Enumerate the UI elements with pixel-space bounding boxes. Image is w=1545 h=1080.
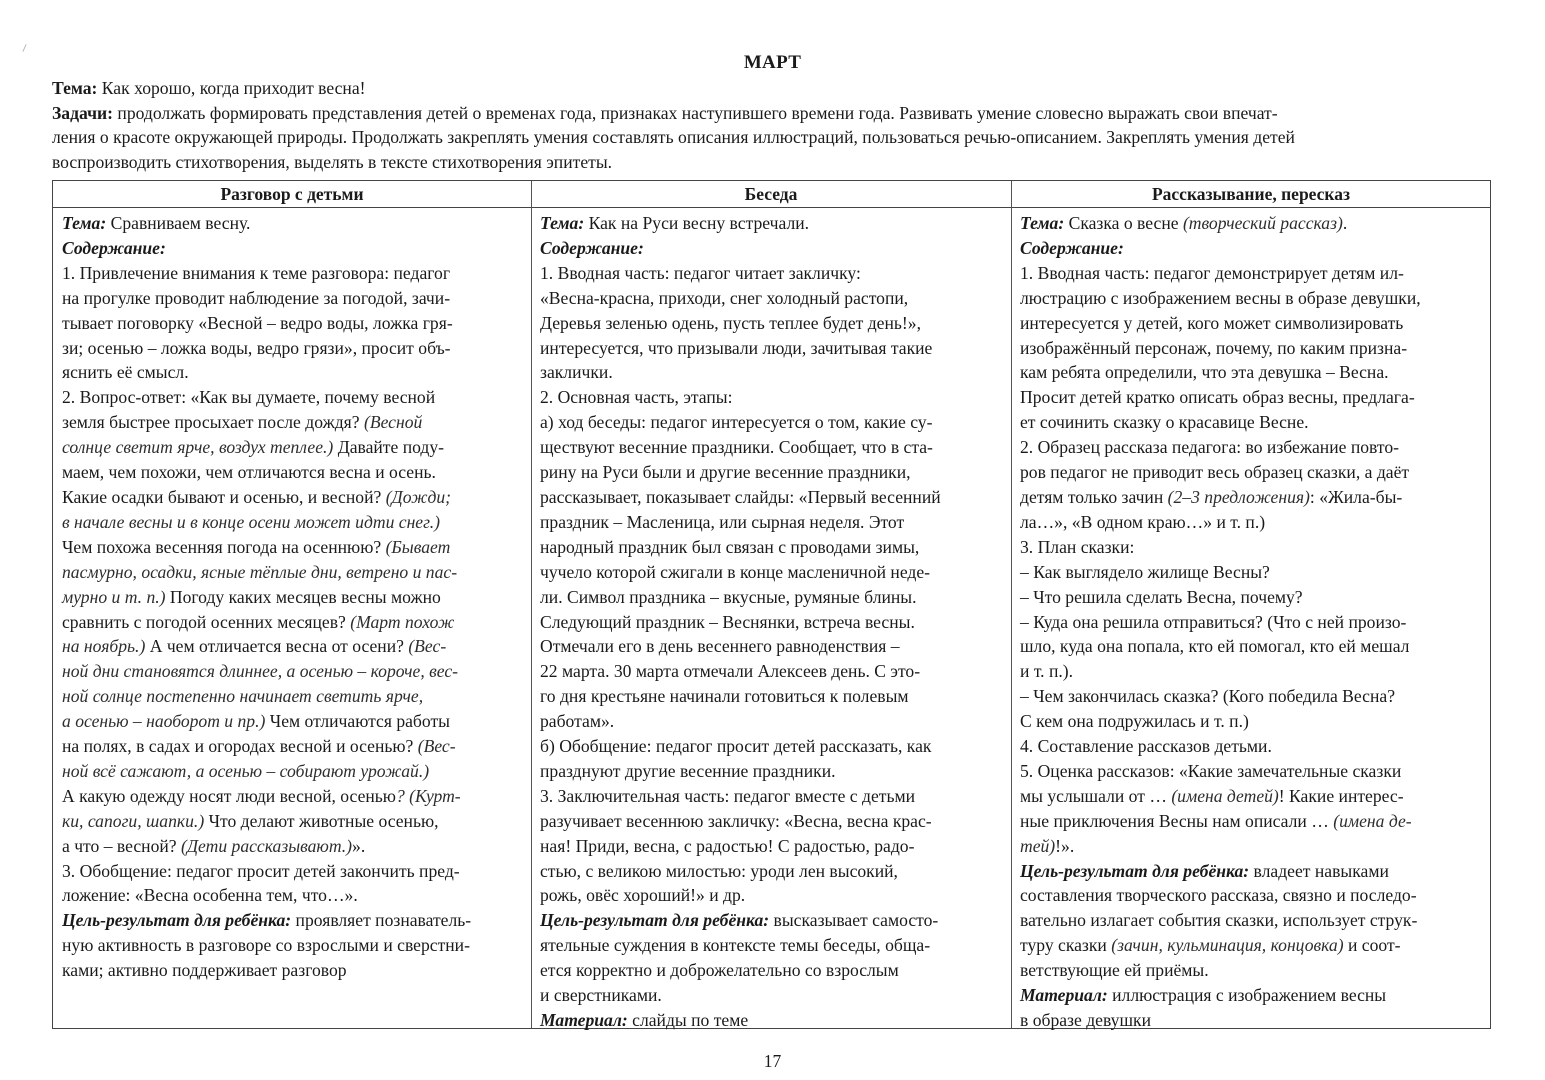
page-number: 17	[763, 1051, 782, 1071]
text-run: Давайте поду-	[333, 437, 445, 458]
text-run: ную активность в разговоре со взрослыми и сверстни-	[62, 935, 470, 956]
text-run: ».	[352, 835, 366, 856]
italic-note: (творческий рассказ)	[1182, 213, 1343, 233]
cell-text-line	[62, 784, 531, 809]
cell-text-line	[1020, 659, 1491, 684]
text-run: и сверстниками.	[540, 985, 662, 1006]
text-run: Следующий праздник – Веснянки, встреча весны.	[540, 611, 915, 632]
cell-text-line	[1020, 1008, 1491, 1033]
cell-text-line	[62, 958, 531, 983]
cell-text-line	[62, 385, 531, 410]
cell-text-line	[1020, 261, 1491, 286]
cell-text-line	[62, 211, 531, 236]
text-run: на прогулке проводит наблюдение за погодой, зачи-	[62, 287, 451, 308]
cell-text-line	[540, 809, 1011, 834]
cell-text-line	[1020, 859, 1491, 884]
text-run: ла…», «В одном краю…» и т. п.)	[1020, 511, 1266, 532]
cell-text-line	[1020, 784, 1491, 809]
cell-text-line	[540, 734, 1011, 759]
text-run: б) Обобщение: педагог просит детей рассказать, как	[540, 736, 932, 757]
cell-text-line	[62, 560, 531, 585]
cell-text-line	[62, 286, 531, 311]
text-run: маем, чем похожи, чем отличаются весна и осень.	[62, 462, 436, 483]
cell-text-line	[540, 709, 1011, 734]
cell-text-line	[1020, 585, 1491, 610]
text-run: изображённый персонаж, почему, по каким призна-	[1020, 337, 1408, 358]
text-run: ками; активно поддерживает разговор	[62, 960, 347, 981]
text-run: – Как выглядело жилище Весны?	[1020, 561, 1270, 582]
cell-text-line	[62, 634, 531, 659]
cell-text-line	[540, 634, 1011, 659]
text-run: праздник – Масленица, или сырная неделя. Этот	[540, 511, 905, 532]
cell-text-line	[62, 883, 531, 908]
italic-note: (Весной	[363, 412, 423, 433]
section-label: Цель-результат для ребёнка:	[540, 910, 770, 931]
text-run: иллюстрация с изображением весны	[1107, 985, 1387, 1006]
text-run: а что – весной?	[62, 835, 181, 856]
text-run: 2. Образец рассказа педагога: во избежание повто-	[1020, 437, 1400, 458]
text-run: Деревья зеленью одень, пусть теплее будет день!»,	[540, 312, 921, 333]
intro-tasks-line	[52, 101, 1497, 126]
cell-text-line	[62, 859, 531, 884]
italic-note: (Дожди;	[385, 486, 452, 507]
cell-text-line	[1020, 933, 1491, 958]
cell-text-line	[540, 958, 1011, 983]
cell-text-line	[540, 236, 1011, 261]
text-run: чучело которой сжигали в конце масленичной неде-	[540, 561, 931, 582]
text-run: составления творческого рассказа, связно и последо-	[1020, 885, 1417, 906]
cell-text-line	[62, 435, 531, 460]
text-run: 3. План сказки:	[1020, 536, 1135, 557]
text-run: разучивает весеннюю закличку: «Весна, весна крас-	[540, 810, 932, 831]
text-run: мы услышали от …	[1020, 785, 1172, 806]
text-run: 2. Вопрос-ответ: «Как вы думаете, почему весной	[62, 387, 436, 408]
text-run: го дня крестьяне начинали готовиться к полевым	[540, 686, 909, 707]
italic-note: тей)	[1020, 835, 1056, 856]
italic-note: ной солнце постепенно начинает светить ярче,	[62, 686, 424, 707]
italic-note: пасмурно, осадки, ясные тёплые дни, ветрено и пас-	[62, 561, 458, 582]
cell-text-line	[1020, 883, 1491, 908]
cell-text-line	[1020, 734, 1491, 759]
italic-note: (имена детей)	[1171, 785, 1279, 806]
cell-text-line	[62, 834, 531, 859]
text-run: !».	[1055, 835, 1075, 856]
cell-text-line	[540, 286, 1011, 311]
cell-text-line	[62, 535, 531, 560]
cell-text-line	[62, 734, 531, 759]
cell-text-line	[62, 933, 531, 958]
text-run: детям только зачин	[1020, 486, 1168, 507]
cell-text-line	[540, 485, 1011, 510]
cell-text-line	[540, 560, 1011, 585]
tasks-label: Задачи:	[52, 102, 113, 123]
text-run: 2. Основная часть, этапы:	[540, 387, 733, 408]
cell-text-line	[540, 908, 1011, 933]
text-run: : «Жила-бы-	[1309, 486, 1403, 507]
italic-note: (2–3 предложения)	[1167, 486, 1310, 507]
cell-text-line	[62, 410, 531, 435]
section-label: Содержание:	[62, 237, 166, 258]
cell-text-line	[62, 759, 531, 784]
cell-text-line	[1020, 560, 1491, 585]
text-run: .	[1342, 213, 1348, 233]
cell-text-line	[1020, 958, 1491, 983]
text-run: А какую одежду носят люди весной, осенью	[62, 785, 396, 806]
cell-text-line	[540, 585, 1011, 610]
cell-discussion	[531, 208, 1011, 1028]
text-run: празднуют другие весенние праздники.	[540, 760, 836, 781]
text-run: ет сочинить сказку о красавице Весне.	[1020, 412, 1309, 433]
text-run: 1. Вводная часть: педагог демонстрирует детям ил-	[1020, 262, 1404, 283]
topic-label: Тема:	[52, 78, 98, 98]
section-label: Материал:	[1020, 985, 1108, 1006]
italic-note: ной всё сажают, а осенью – собирают урожай.)	[62, 760, 430, 781]
cell-text-line	[1020, 460, 1491, 485]
text-run: народный праздник был связан с проводами зимы,	[540, 536, 920, 557]
cell-text-line	[62, 311, 531, 336]
column-header-storytelling: Рассказывание, пересказ	[1151, 184, 1351, 204]
text-run: зи; осенью – ложка воды, ведро грязи», просит объ-	[62, 337, 451, 358]
cell-text-line	[1020, 311, 1491, 336]
text-run: Отмечали его в день весеннего равноденствия –	[540, 636, 900, 657]
cell-text-line	[1020, 410, 1491, 435]
italic-note: (Вес-	[408, 636, 447, 657]
text-run: 3. Обобщение: педагог просит детей закончить пред-	[62, 860, 460, 881]
cell-text-line	[62, 908, 531, 933]
text-run: Погоду каких месяцев весны можно	[165, 586, 441, 607]
cell-storytelling	[1011, 208, 1491, 1028]
cell-text-line	[1020, 286, 1491, 311]
section-label: Тема:	[62, 213, 107, 233]
text-run: ветствующие ей приёмы.	[1020, 960, 1209, 981]
text-run: Как на Руси весну встречали.	[584, 213, 810, 233]
text-run: Чем похожа весенняя погода на осеннюю?	[62, 536, 386, 557]
text-run: работам».	[540, 711, 615, 732]
cell-text-line	[1020, 759, 1491, 784]
cell-text-line	[540, 859, 1011, 884]
text-run: рассказывает, показывает слайды: «Первый весенний	[540, 486, 941, 507]
text-run: владеет навыками	[1249, 860, 1389, 881]
cell-text-line	[540, 261, 1011, 286]
cell-text-line	[540, 684, 1011, 709]
intro-topic	[52, 76, 1497, 101]
column-header-discussion: Беседа	[744, 184, 798, 204]
text-run: люстрацию с изображением весны в образе девушки,	[1020, 287, 1421, 308]
intro-tasks-line: воспроизводить стихотворения, выделять в тексте стихотворения эпитеты.	[52, 151, 613, 172]
cell-text-line	[540, 883, 1011, 908]
text-run: – Чем закончилась сказка? (Кого победила Весна?	[1020, 686, 1396, 707]
text-run: слайды по теме	[627, 1010, 749, 1030]
topic-text: Как хорошо, когда приходит весна!	[97, 78, 366, 98]
cell-text-line	[1020, 385, 1491, 410]
cell-text-line	[1020, 336, 1491, 361]
cell-text-line	[62, 809, 531, 834]
text-run: туру сказки	[1020, 935, 1112, 956]
italic-note: а осенью – наоборот и пр.)	[62, 711, 266, 732]
scan-smudge	[22, 44, 26, 52]
text-run: – Что решила сделать Весна, почему?	[1020, 586, 1303, 607]
cell-text-line	[62, 485, 531, 510]
text-run: 22 марта. 30 марта отмечали Алексеев день. С это-	[540, 661, 921, 682]
cell-text-line	[1020, 610, 1491, 635]
text-run: 1. Вводная часть: педагог читает закличку:	[540, 262, 861, 283]
italic-note: в начале весны и в конце осени может идти снег.)	[62, 511, 440, 532]
section-label: Содержание:	[540, 237, 644, 258]
table-header-row	[53, 181, 1490, 208]
text-run: 3. Заключительная часть: педагог вместе с детьми	[540, 785, 916, 806]
cell-text-line	[1020, 535, 1491, 560]
text-run: на полях, в садах и огородах весной и осенью?	[62, 736, 418, 757]
cell-text-line	[1020, 908, 1491, 933]
text-run: ров педагог не приводит весь образец сказки, а даёт	[1020, 462, 1410, 483]
italic-note: (Дети рассказывают.)	[181, 835, 353, 856]
section-label: Тема:	[540, 213, 585, 233]
text-run: 1. Привлечение внимания к теме разговора: педагог	[62, 262, 451, 283]
text-run: шло, куда она попала, кто ей помогал, кто ей мешал	[1020, 636, 1410, 657]
italic-note: (Март похож	[350, 611, 455, 632]
text-run: проявляет познаватель-	[291, 910, 472, 931]
text-run: ятельные суждения в контексте темы беседы, обща-	[540, 935, 931, 956]
text-run: ложение: «Весна особенна тем, что…».	[62, 885, 358, 906]
cell-text-line	[540, 410, 1011, 435]
cell-text-line	[62, 236, 531, 261]
cell-text-line	[540, 933, 1011, 958]
italic-note: солнце светит ярче, воздух теплее.)	[62, 437, 334, 458]
activities-table	[52, 180, 1491, 1029]
cell-text-line	[540, 336, 1011, 361]
text-run: стью, с великою милостью: уроди лен высокий,	[540, 860, 898, 881]
cell-text-line	[540, 983, 1011, 1008]
text-run: Какие осадки бывают и осенью, и весной?	[62, 486, 386, 507]
cell-text-line	[1020, 485, 1491, 510]
cell-text-line	[540, 535, 1011, 560]
section-label: Материал:	[540, 1010, 628, 1030]
cell-text-line	[540, 435, 1011, 460]
text-run: А чем отличается весна от осени?	[145, 636, 409, 657]
cell-text-line	[1020, 510, 1491, 535]
section-label: Цель-результат для ребёнка:	[62, 910, 292, 931]
italic-note: (имена де-	[1333, 810, 1412, 831]
italic-note: (зачин, кульминация, концовка)	[1111, 935, 1344, 956]
cell-text-line	[62, 261, 531, 286]
cell-text-line	[62, 684, 531, 709]
text-run: а) ход беседы: педагог интересуется о том, какие су-	[540, 412, 933, 433]
cell-text-line	[1020, 983, 1491, 1008]
text-run: кам ребята определили, что эта девушка – Весна.	[1020, 362, 1389, 383]
cell-text-line	[1020, 236, 1491, 261]
page-title: МАРТ	[743, 52, 802, 73]
cell-text-line	[540, 610, 1011, 635]
text-run: сравнить с погодой осенних месяцев?	[62, 611, 351, 632]
text-run: ли. Символ праздника – вкусные, румяные блины.	[540, 586, 917, 607]
section-label: Содержание:	[1020, 237, 1124, 258]
text-run: вательно излагает события сказки, использует струк-	[1020, 910, 1418, 931]
text-run: яснить её смысл.	[62, 362, 189, 383]
section-label: Тема:	[1020, 213, 1065, 233]
text-run: ! Какие интерес-	[1278, 785, 1404, 806]
cell-text-line	[540, 385, 1011, 410]
cell-text-line	[62, 610, 531, 635]
text-run: и соот-	[1343, 935, 1401, 956]
cell-text-line	[62, 659, 531, 684]
text-run: Сравниваем весну.	[106, 213, 251, 233]
cell-text-line	[540, 1008, 1011, 1033]
cell-text-line	[540, 311, 1011, 336]
intro-block	[52, 76, 1497, 174]
text-run: Сказка о весне	[1064, 213, 1183, 233]
cell-text-line	[540, 659, 1011, 684]
cell-text-line	[62, 460, 531, 485]
text-run: интересуется у детей, кого может символизировать	[1020, 312, 1404, 333]
cell-text-line	[62, 336, 531, 361]
italic-note: ? (Курт-	[395, 785, 461, 806]
cell-text-line	[62, 709, 531, 734]
cell-text-line	[1020, 634, 1491, 659]
intro-tasks-line: ления о красоте окружающей природы. Продолжать закреплять умения составлять описания иллюстраций, пользоваться речью-описанием. Закреплять умения детей	[52, 127, 1295, 147]
text-run: С кем она подружилась и т. п.)	[1020, 711, 1249, 732]
tasks-text: продолжать формировать представления детей о временах года, признаках наступившего времени года. Развивать умение словесно выражать свои впечат-	[113, 102, 1278, 123]
cell-text-line	[1020, 360, 1491, 385]
column-header-conversation: Разговор с детьми	[220, 184, 364, 204]
text-run: и т. п.).	[1020, 661, 1074, 682]
cell-text-line	[62, 510, 531, 535]
text-run: 5. Оценка рассказов: «Какие замечательные сказки	[1020, 760, 1402, 781]
cell-text-line	[540, 460, 1011, 485]
cell-text-line	[540, 360, 1011, 385]
italic-note: ной дни становятся длиннее, а осенью – короче, вес-	[62, 661, 458, 682]
italic-note: мурно и т. п.)	[62, 586, 166, 607]
text-run: 4. Составление рассказов детьми.	[1020, 736, 1272, 757]
cell-text-line	[540, 834, 1011, 859]
italic-note: ки, сапоги, шапки.)	[62, 810, 205, 831]
cell-text-line	[1020, 709, 1491, 734]
text-run: заклички.	[540, 362, 613, 383]
text-run: Что делают животные осенью,	[204, 810, 439, 831]
cell-text-line	[1020, 809, 1491, 834]
italic-note: на ноябрь.)	[62, 636, 146, 657]
cell-text-line	[1020, 435, 1491, 460]
text-run: интересуется, что призывали люди, зачитывая такие	[540, 337, 933, 358]
text-run: Просит детей кратко описать образ весны, предлага-	[1020, 387, 1415, 408]
text-run: рожь, овёс хороший!» и др.	[540, 885, 746, 906]
cell-text-line	[540, 759, 1011, 784]
cell-text-line	[540, 510, 1011, 535]
text-run: ная! Приди, весна, с радостью! С радостью, радо-	[540, 835, 915, 856]
text-run: «Весна-красна, приходи, снег холодный растопи,	[540, 287, 909, 308]
text-run: Чем отличаются работы	[265, 711, 450, 732]
cell-text-line	[1020, 834, 1491, 859]
cell-text-line	[1020, 211, 1491, 236]
text-run: ные приключения Весны нам описали …	[1020, 810, 1334, 831]
text-run: в образе девушки	[1020, 1010, 1151, 1030]
cell-text-line	[540, 211, 1011, 236]
cell-conversation	[53, 208, 531, 1028]
text-run: рину на Руси были и другие весенние праздники,	[540, 462, 911, 483]
cell-text-line	[540, 784, 1011, 809]
text-run: высказывает самосто-	[769, 910, 939, 931]
italic-note: (Вес-	[417, 736, 456, 757]
text-run: тывает поговорку «Весной – ведро воды, ложка гря-	[62, 312, 453, 333]
italic-note: (Бывает	[385, 536, 451, 557]
text-run: – Куда она решила отправиться? (Что с ней произо-	[1020, 611, 1407, 632]
text-run: ществуют весенние праздники. Сообщает, что в ста-	[540, 437, 933, 458]
text-run: ется корректно и доброжелательно со взрослым	[540, 960, 899, 981]
cell-text-line	[1020, 684, 1491, 709]
text-run: земля быстрее просыхает после дождя?	[62, 412, 364, 433]
cell-text-line	[62, 585, 531, 610]
cell-text-line	[62, 360, 531, 385]
section-label: Цель-результат для ребёнка:	[1020, 860, 1250, 881]
